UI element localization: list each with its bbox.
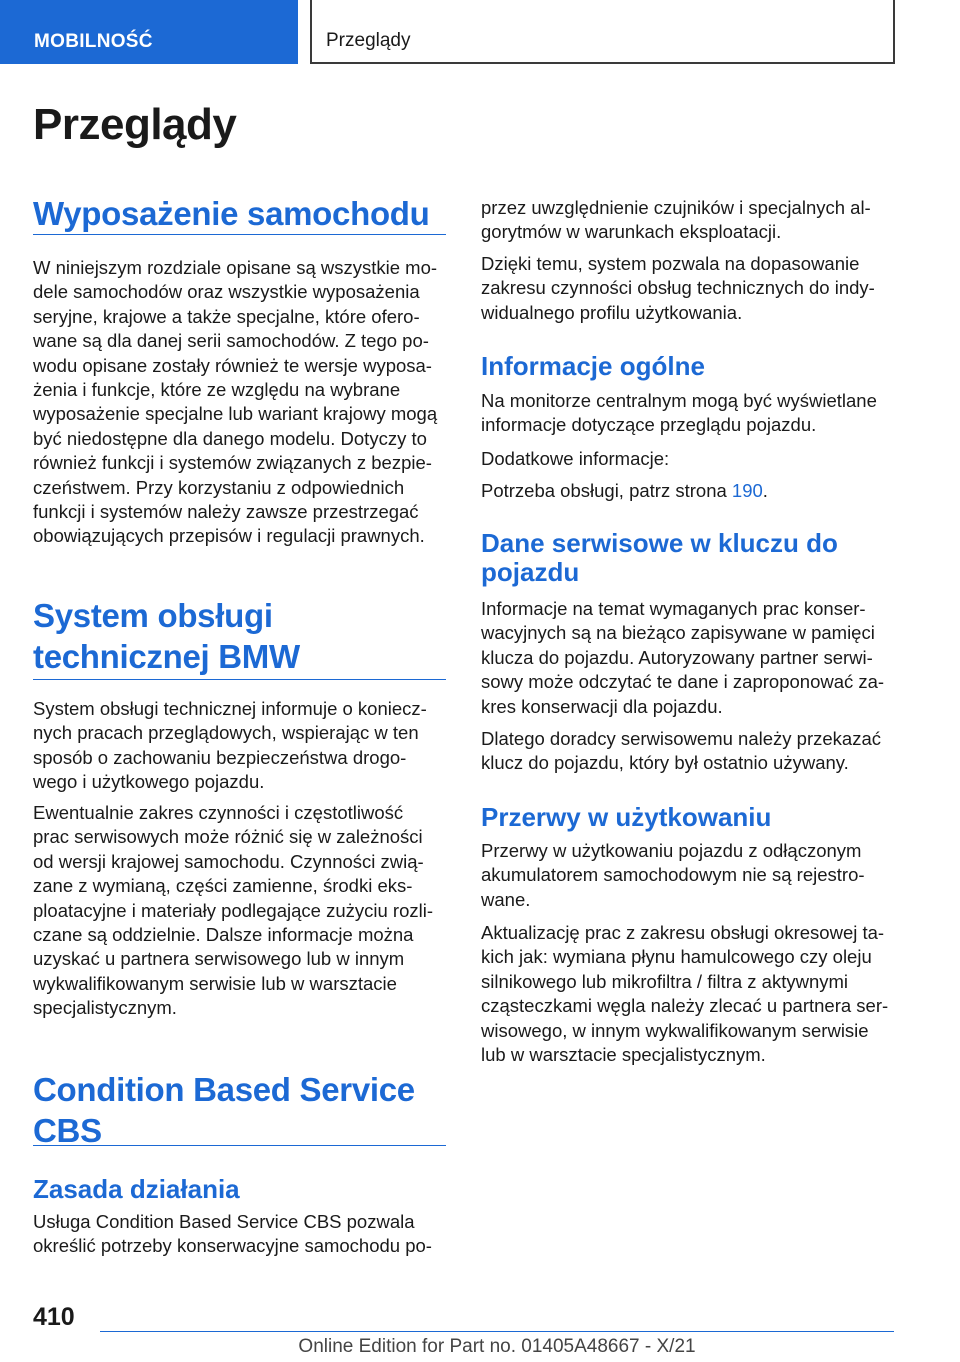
footer-edition: Online Edition for Part no. 01405A48667 - X/21 [298, 1336, 696, 1357]
page-number: 410 [33, 1303, 75, 1331]
section-tab: MOBILNOŚĆ [0, 0, 298, 64]
paragraph-continued: przez uwzględnienie czujników i specjalnych al- gorytmów w warunkach eksploatacji. [481, 197, 871, 243]
paragraph-wyposazenie: W niniejszym rozdziale opisane są wszystkie mo- dele samochodów oraz wszystkie wyposażenia seryjne, krajowe a także specjalne, które ofero- wane są dla danej serii samochodów. Z tego po- wodu opisane zostały również te wersje wyposa- żenia i funkcje, które ze względu na wybrane wyposażenie specjalne lub wariant krajowy mogą być niedostępne dla danego modelu. Dotyczy to również funkcji i systemów związanych z bezpie- czeństwem. Przy korzystaniu z odpowiednich funkcji i systemów należy zawsze przestrzegać obowiązujących przepisów i regulacji prawnych. [33, 257, 438, 547]
chapter-header: Przeglądy [310, 0, 895, 64]
heading-wyposazenie: Wyposażenie samochodu [33, 195, 430, 232]
heading-cbs: Condition Based Service CBS [33, 1071, 415, 1149]
heading-rule [33, 1145, 446, 1146]
potrzeba-end: . [762, 480, 768, 501]
paragraph-informacje: Na monitorze centralnym mogą być wyświetlane informacje dotyczące przeglądu pojazdu. [481, 390, 877, 436]
heading-rule [33, 234, 446, 235]
heading-rule [33, 679, 446, 680]
paragraph-dodatkowe: Dodatkowe informacje: [481, 448, 670, 469]
paragraph-przerwy-2: Aktualizację prac z zakresu obsługi okresowej ta- kich jak: wymiana płynu hamulcowego czy oleju silnikowego lub mikrofiltra / filtra z aktywnymi cząsteczkami węgla należy zlecać u partnera ser- wisowego, w innym wykwalifikowanym serwisie lub w warsztacie specjalistycznym. [481, 922, 889, 1066]
footer-rule [100, 1331, 894, 1332]
heading-zasada: Zasada działania [33, 1174, 240, 1204]
paragraph-system-2: Ewentualnie zakres czynności i częstotliwość prac serwisowych może różnić się w zależności od wersji krajowej samochodu. Czynności zwią- zane z wymianą, części zamienne, środki eks- ploatacyjne i materiały podlegające zużyciu rozli- czane są oddzielnie. Dalsze informacje można uzyskać u partnera serwisowego lub w innym wykwalifikowanym serwisie lub w warsztacie specjalistycznym. [33, 802, 433, 1019]
potrzeba-text: Potrzeba obsługi, patrz strona [481, 480, 732, 501]
page-title: Przeglądy [33, 100, 237, 149]
page-link-190[interactable]: 190 [731, 480, 763, 501]
heading-informacje: Informacje ogólne [481, 351, 705, 381]
heading-system-bmw: System obsługi technicznej BMW [33, 597, 300, 675]
paragraph-zasada: Usługa Condition Based Service CBS pozwala określić potrzeby konserwacyjne samochodu po- [33, 1211, 432, 1257]
paragraph-system-1: System obsługi technicznej informuje o koniecz- nych pracach przeglądowych, wspierając w ten sposób o zachowaniu bezpieczeństwa drogo- wego i użytkowego pojazdu. [33, 698, 427, 793]
heading-przerwy: Przerwy w użytkowaniu [481, 802, 772, 832]
paragraph-dane-2: Dlatego doradcy serwisowemu należy przekazać klucz do pojazdu, który był ostatnio używany. [481, 728, 881, 774]
paragraph-dzieki: Dzięki temu, system pozwala na dopasowanie zakresu czynności obsług technicznych do indy- widualnego profilu użytkowania. [481, 253, 875, 323]
paragraph-dane-1: Informacje na temat wymaganych prac konser- wacyjnych są na bieżąco zapisywane w pamięci klucza do pojazdu. Autoryzowany partner serwi- sowy może odczytać te dane i zaproponować za- kres konserwacji dla pojazdu. [481, 598, 885, 717]
paragraph-potrzeba [481, 479, 896, 503]
paragraph-przerwy-1: Przerwy w użytkowaniu pojazdu z odłączonym akumulatorem samochodowym nie są rejestro- wane. [481, 840, 865, 910]
heading-dane-serwisowe: Dane serwisowe w kluczu do pojazdu [481, 528, 838, 587]
